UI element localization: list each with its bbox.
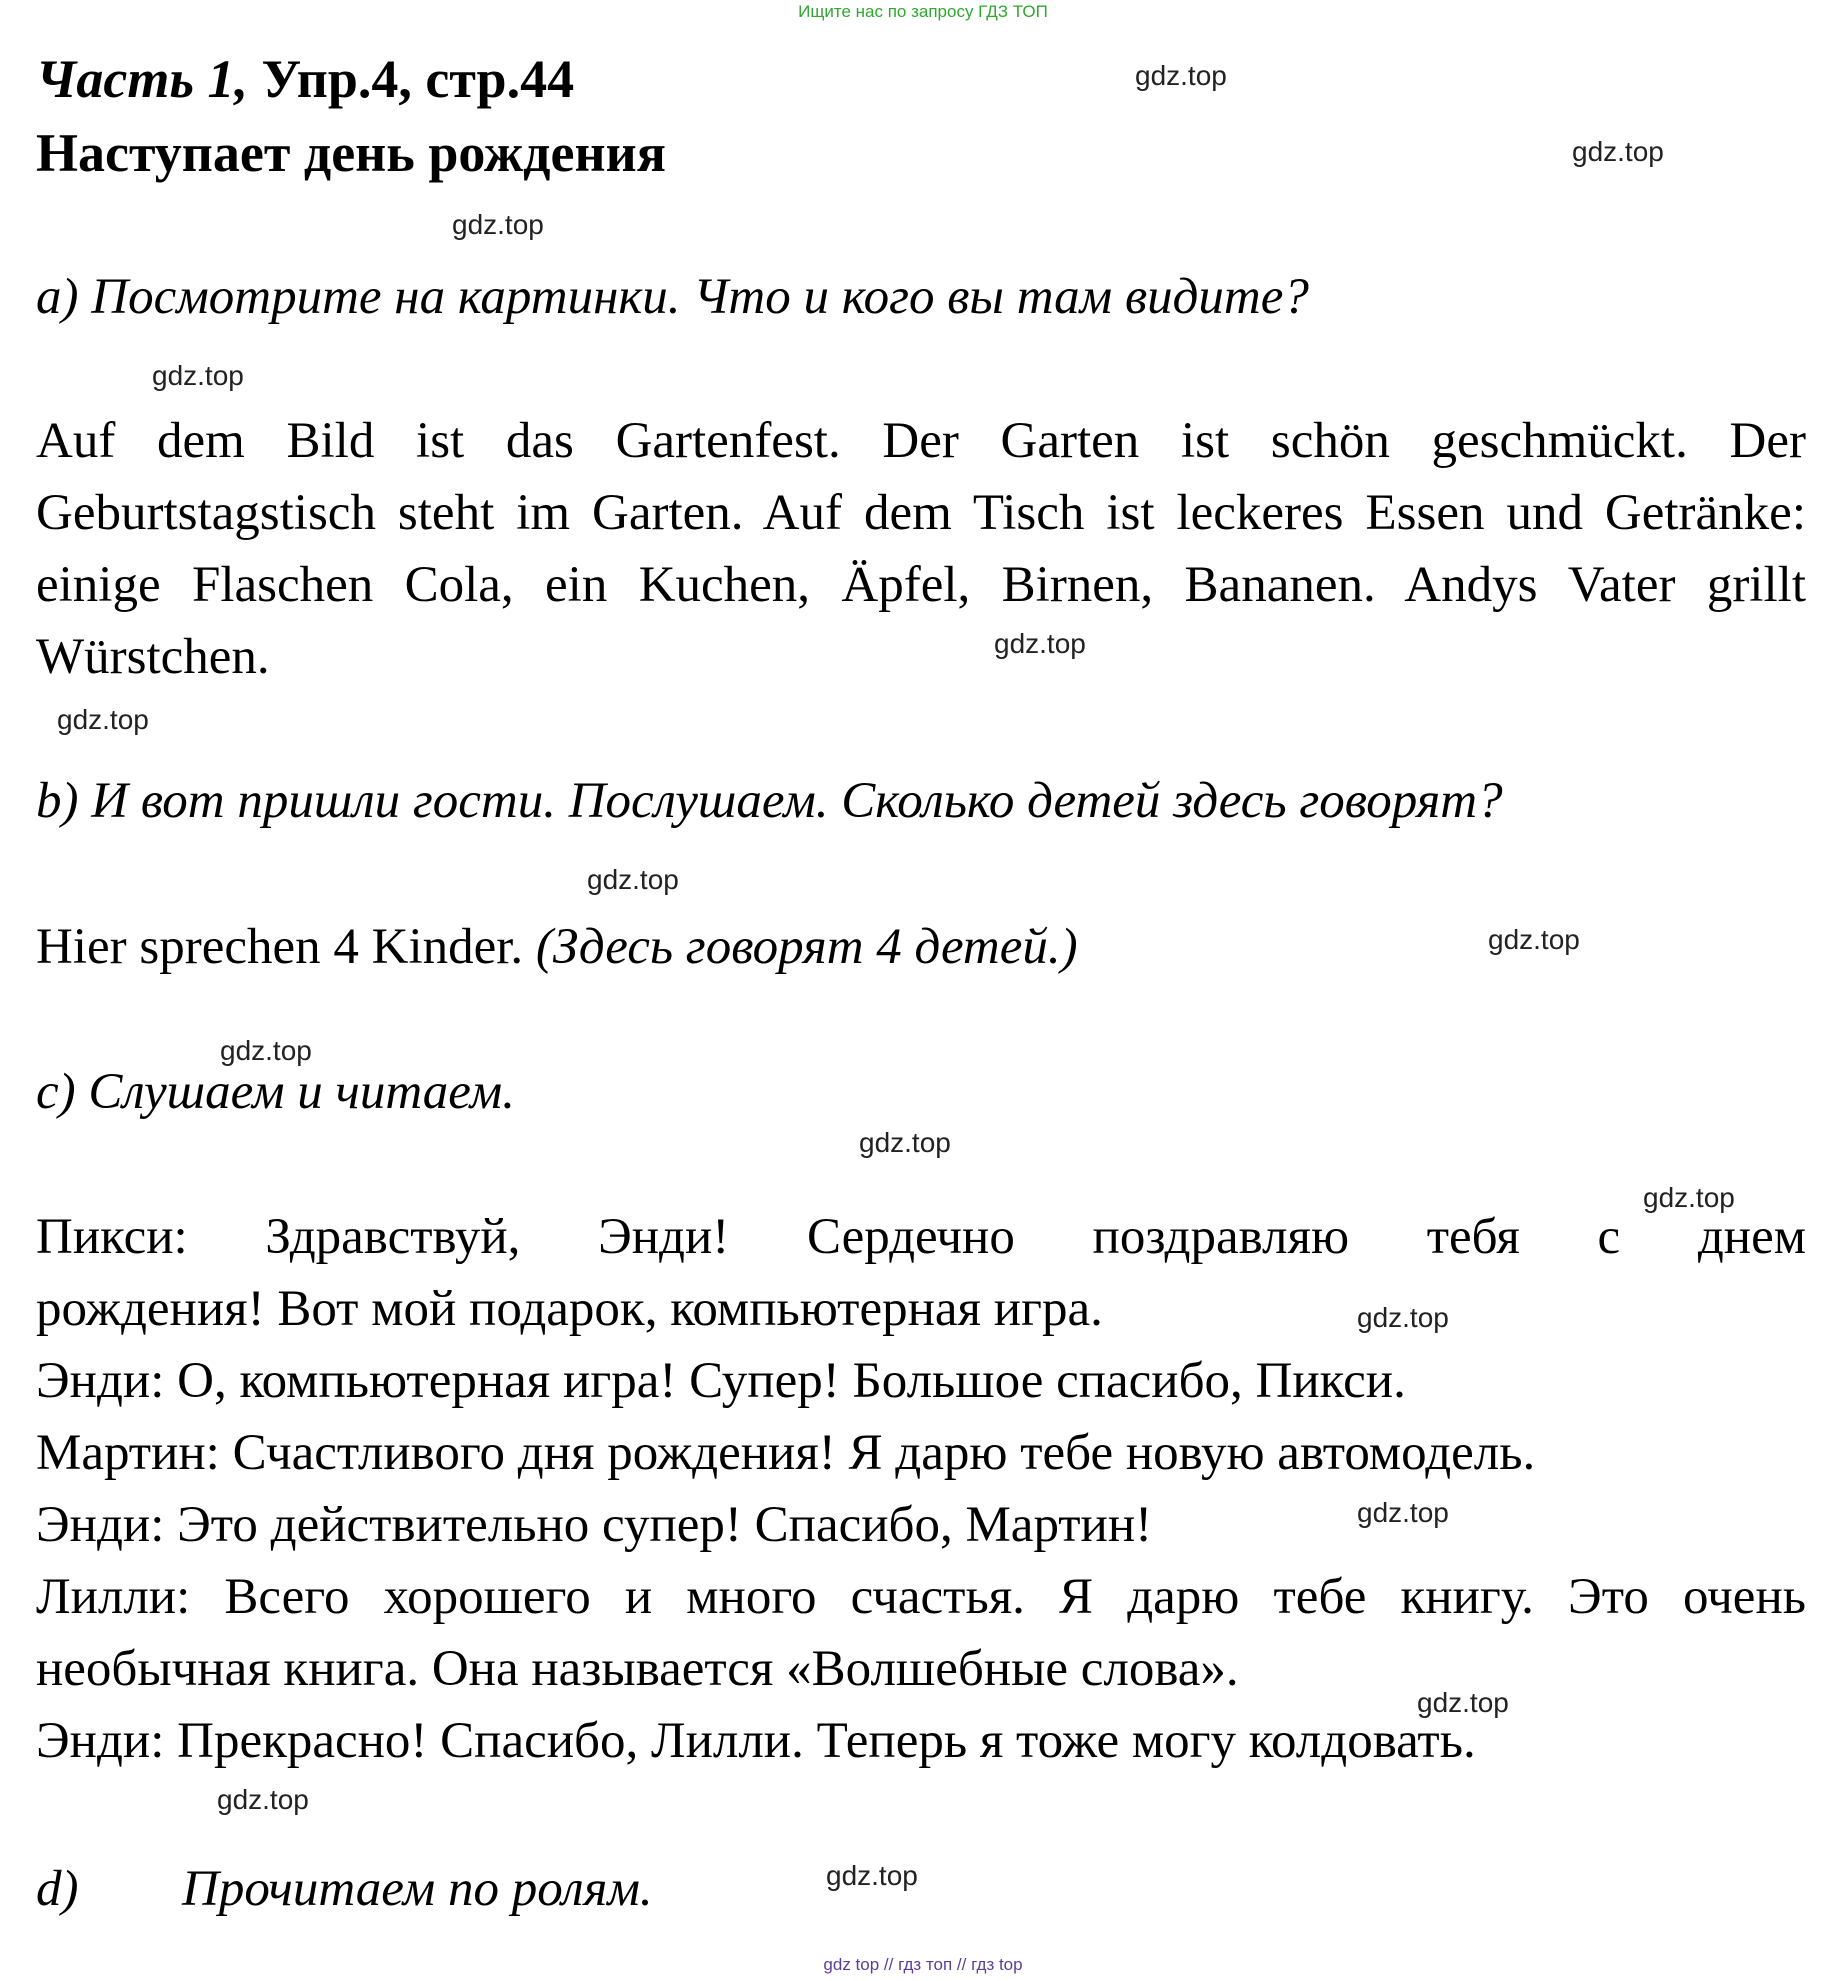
watermark: gdz.top	[1357, 1497, 1449, 1528]
watermark: gdz.top	[1488, 924, 1580, 955]
watermark: gdz.top	[217, 1784, 309, 1815]
dialogue-line: Лилли: Всего хорошего и много счастья. Я дарю тебе книгу. Это очень	[36, 1569, 1806, 1625]
dialogue-line: необычная книга. Она называется «Волшебные слова».	[36, 1641, 1239, 1697]
watermark: gdz.top	[859, 1127, 951, 1158]
task-b-answer-ru: (Здесь говорят 4 детей.)	[535, 919, 1078, 975]
watermark: gdz.top	[220, 1035, 312, 1066]
task-b-answer	[36, 918, 1078, 976]
watermark: gdz.top	[1417, 1687, 1509, 1718]
dialogue-line: Энди: Это действительно супер! Спасибо, Мартин!	[36, 1497, 1153, 1553]
watermark: gdz.top	[1572, 136, 1664, 167]
dialogue-line: рождения! Вот мой подарок, компьютерная игра.	[36, 1281, 1103, 1337]
page-subtitle: Наступает день рождения	[36, 123, 666, 183]
task-b-prompt: b) И вот пришли гости. Послушаем. Сколько детей здесь говорят?	[36, 773, 1503, 829]
title-exercise: Упр.4, стр.44	[248, 49, 575, 109]
watermark: gdz.top	[1357, 1302, 1449, 1333]
watermark: gdz.top	[452, 209, 544, 240]
watermark: gdz.top	[826, 1860, 918, 1891]
search-banner: Ищите нас по запросу ГДЗ ТОП	[798, 2, 1048, 21]
footer-links: gdz top // гдз топ // гдз top	[823, 1955, 1023, 1974]
task-d-prompt: Прочитаем по ролям.	[182, 1861, 653, 1917]
dialogue-line: Энди: О, компьютерная игра! Супер! Большое спасибо, Пикси.	[36, 1353, 1406, 1409]
watermark: gdz.top	[587, 864, 679, 895]
dialogue-line: Мартин: Счастливого дня рождения! Я дарю тебе новую автомодель.	[36, 1425, 1536, 1481]
task-a-answer: Auf dem Bild ist das Gartenfest. Der Garten ist schön geschmückt. Der Geburtstagstisch steht im Garten. Auf dem Tisch ist leckeres Essen und Getränke: einige Flaschen Cola, ein Kuchen, Äpfel, Birnen, Bananen. Andys Vater grillt Würstchen.	[36, 413, 1806, 685]
task-c-prompt: c) Слушаем и читаем.	[36, 1064, 515, 1120]
watermark: gdz.top	[1135, 60, 1227, 91]
task-b-answer-de: Hier sprechen 4 Kinder.	[36, 919, 536, 975]
page-title	[36, 48, 574, 110]
dialogue-line: Пикси: Здравствуй, Энди! Сердечно поздравляю тебя с днем	[36, 1209, 1806, 1265]
watermark: gdz.top	[1643, 1182, 1735, 1213]
watermark: gdz.top	[152, 360, 244, 391]
watermark: gdz.top	[994, 628, 1086, 659]
watermark: gdz.top	[57, 704, 149, 735]
dialogue-line: Энди: Прекрасно! Спасибо, Лилли. Теперь я тоже могу колдовать.	[36, 1713, 1476, 1769]
task-d-letter: d)	[36, 1861, 79, 1917]
task-a-prompt: a) Посмотрите на картинки. Что и кого вы там видите?	[36, 269, 1309, 325]
title-part: Часть 1,	[36, 49, 249, 109]
